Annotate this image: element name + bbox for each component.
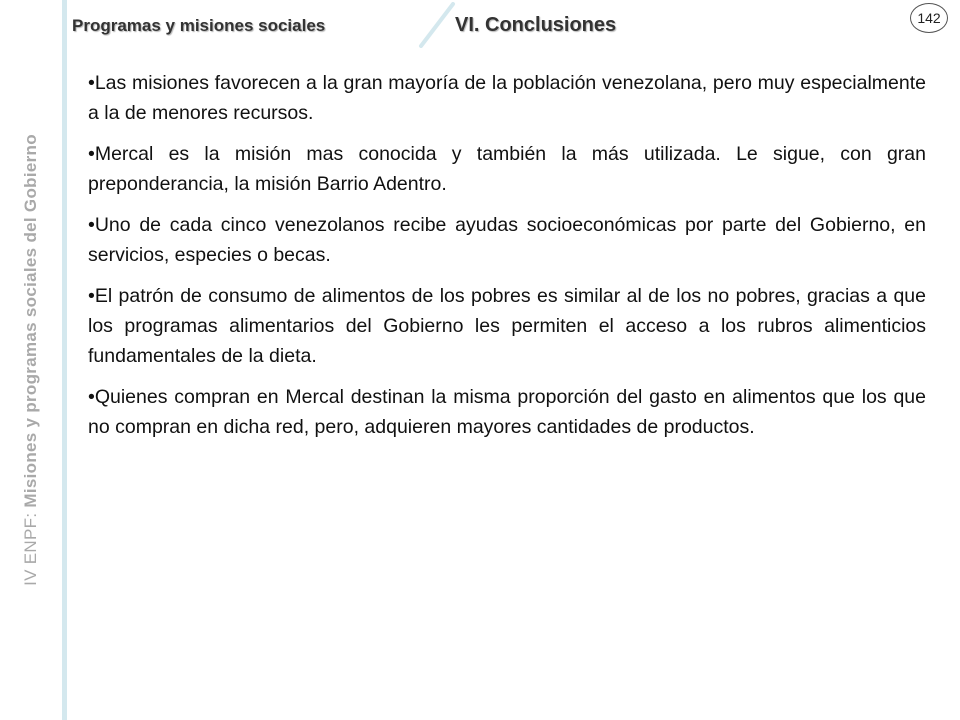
- list-item: •Las misiones favorecen a la gran mayoría de la población venezolana, pero muy especialmente a la de menores recursos.: [88, 72, 926, 124]
- page-number-badge: 142: [910, 3, 948, 33]
- page-title: VI. Conclusiones: [455, 14, 617, 36]
- section-title: Programas y misiones sociales: [72, 16, 326, 35]
- sidebar-label-text: Misiones y programas sociales del Gobierno: [21, 134, 40, 508]
- conclusions-list: [88, 68, 926, 453]
- list-item: •Mercal es la misión mas conocida y también la más utilizada. Le sigue, con gran preponderancia, la misión Barrio Adentro.: [88, 143, 926, 195]
- list-item: •Uno de cada cinco venezolanos recibe ayudas socioeconómicas por parte del Gobierno, en servicios, especies o becas.: [88, 214, 926, 266]
- list-item: •Quienes compran en Mercal destinan la misma proporción del gasto en alimentos que los que no compran en dicha red, pero, adquieren mayores cantidades de productos.: [88, 386, 926, 438]
- sidebar-divider: [62, 0, 67, 720]
- sidebar-label-lead: IV ENPF:: [21, 512, 40, 586]
- header-slash-divider: [417, 2, 457, 48]
- header: [67, 0, 960, 48]
- list-item: •El patrón de consumo de alimentos de los pobres es similar al de los no pobres, gracias a que los programas alimentarios del Gobierno les permiten el acceso a los rubros alimenticios fundamentales de la dieta.: [88, 285, 926, 367]
- sidebar-label: [21, 50, 41, 670]
- sidebar: [0, 0, 62, 720]
